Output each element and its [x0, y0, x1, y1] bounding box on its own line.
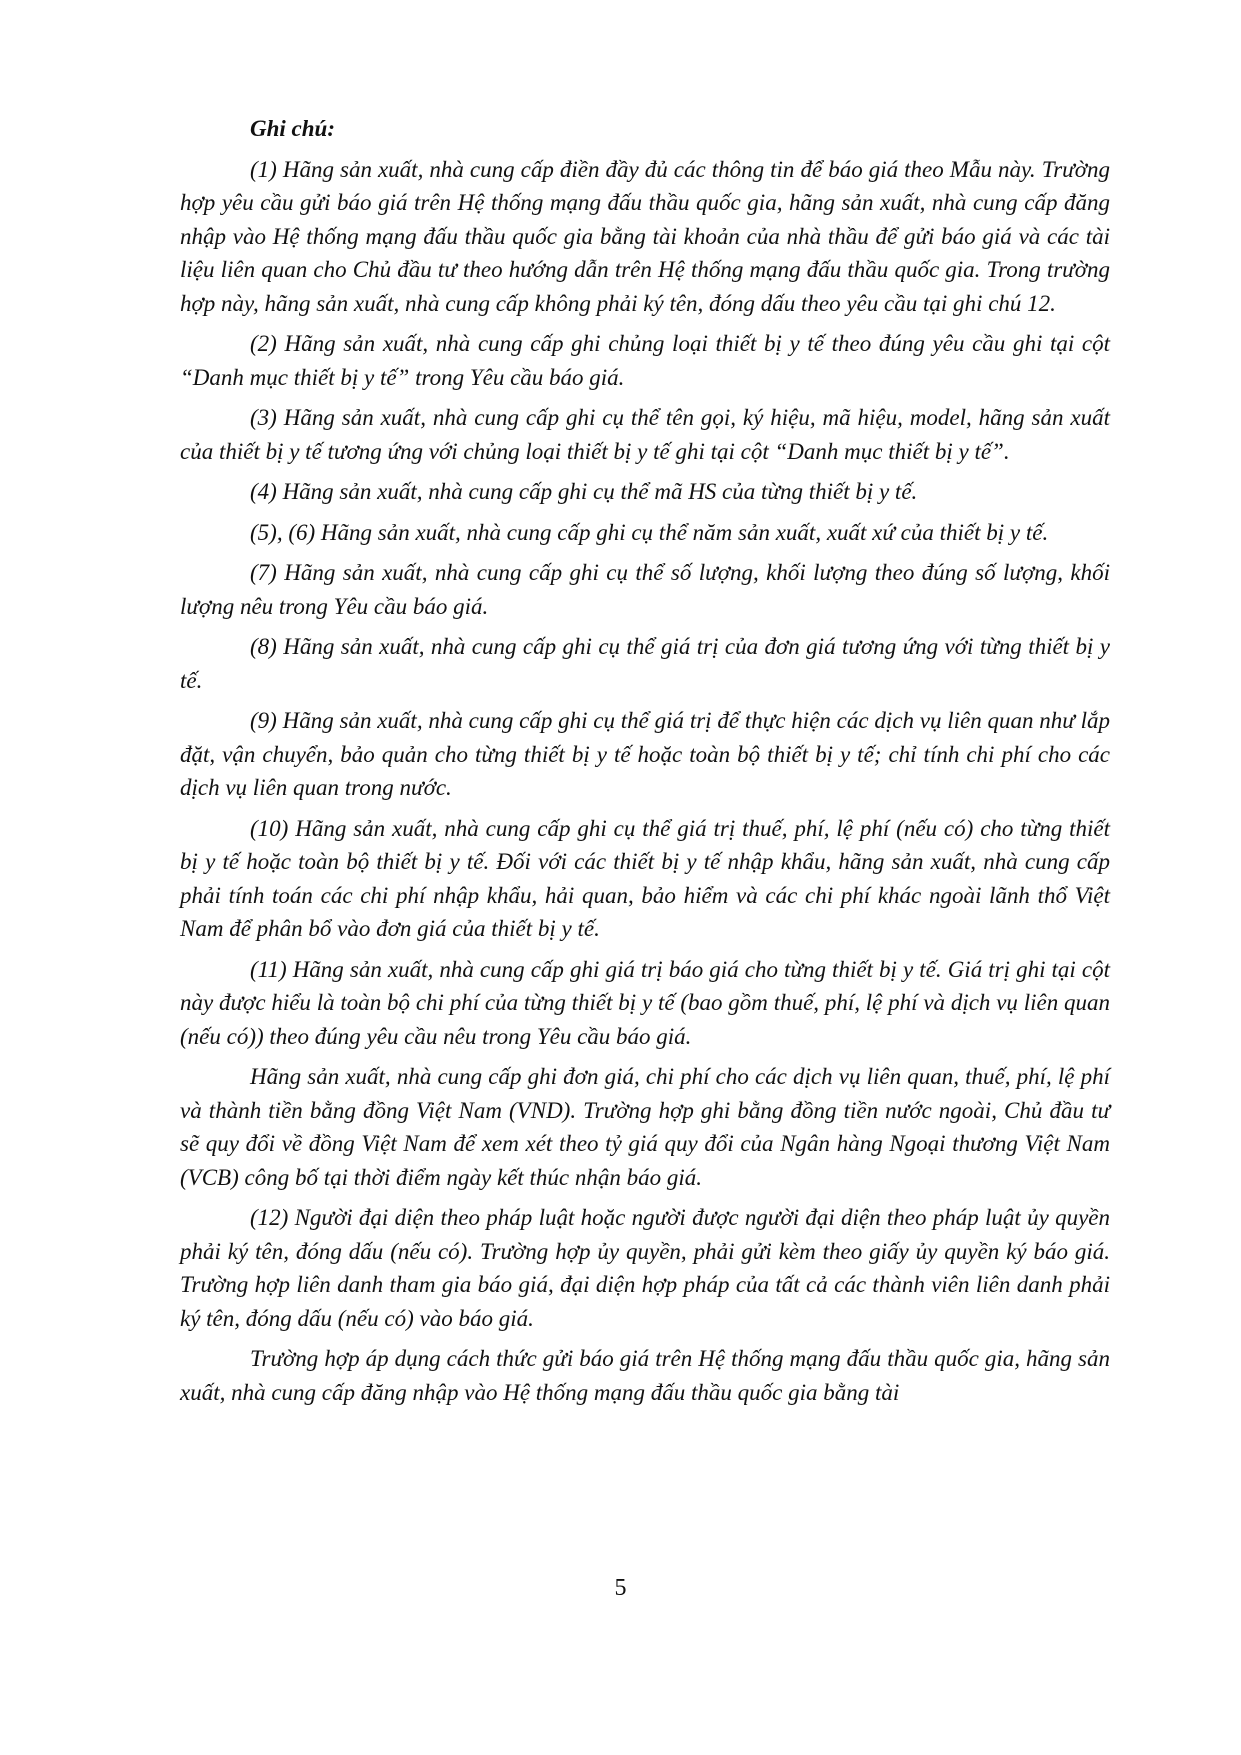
notes-heading: Ghi chú:: [250, 116, 335, 141]
note-paragraph-12: (12) Người đại diện theo pháp luật hoặc người được người đại diện theo pháp luật ủy quyền phải ký tên, đóng dấu (nếu có). Trường hợp ủy quyền, phải gửi kèm theo giấy ủy quyền ký báo giá. Trường hợp liên danh tham gia báo giá, đại diện hợp pháp của tất cả các thành viên liên danh phải ký tên, đóng dấu (nếu có) vào báo giá.: [180, 1205, 1110, 1331]
document-page: [180, 112, 1110, 1416]
currency-paragraph: Hãng sản xuất, nhà cung cấp ghi đơn giá, chi phí cho các dịch vụ liên quan, thuế, phí, lệ phí và thành tiền bằng đồng Việt Nam (VND). Trường hợp ghi bằng đồng tiền nước ngoài, Chủ đầu tư sẽ quy đổi về đồng Việt Nam để xem xét theo tỷ giá quy đổi của Ngân hàng Ngoại thương Việt Nam (VCB) công bố tại thời điểm ngày kết thúc nhận báo giá.: [180, 1064, 1110, 1190]
note-paragraph-1: (1) Hãng sản xuất, nhà cung cấp điền đầy đủ các thông tin để báo giá theo Mẫu này. Trường hợp yêu cầu gửi báo giá trên Hệ thống mạng đấu thầu quốc gia, hãng sản xuất, nhà cung cấp đăng nhập vào Hệ thống mạng đấu thầu quốc gia bằng tài khoản của nhà thầu để gửi báo giá và các tài liệu liên quan cho Chủ đầu tư theo hướng dẫn trên Hệ thống mạng đấu thầu quốc gia. Trong trường hợp này, hãng sản xuất, nhà cung cấp không phải ký tên, đóng dấu theo yêu cầu tại ghi chú 12.: [180, 156, 1110, 316]
note-paragraph-3: (3) Hãng sản xuất, nhà cung cấp ghi cụ thể tên gọi, ký hiệu, mã hiệu, model, hãng sản xuất của thiết bị y tế tương ứng với chủng loại thiết bị y tế ghi tại cột “Danh mục thiết bị y tế”.: [180, 405, 1110, 464]
note-paragraph-11: (11) Hãng sản xuất, nhà cung cấp ghi giá trị báo giá cho từng thiết bị y tế. Giá trị ghi tại cột này được hiểu là toàn bộ chi phí của từng thiết bị y tế (bao gồm thuế, phí, lệ phí và dịch vụ liên quan (nếu có)) theo đúng yêu cầu nêu trong Yêu cầu báo giá.: [180, 956, 1110, 1049]
note-paragraph-5-6: (5), (6) Hãng sản xuất, nhà cung cấp ghi cụ thể năm sản xuất, xuất xứ của thiết bị y tế.: [250, 519, 1049, 545]
page-number: 5: [614, 1575, 627, 1601]
note-paragraph-8: (8) Hãng sản xuất, nhà cung cấp ghi cụ thể giá trị của đơn giá tương ứng với từng thiết bị y tế.: [180, 634, 1110, 693]
note-paragraph-7: (7) Hãng sản xuất, nhà cung cấp ghi cụ thể số lượng, khối lượng theo đúng số lượng, khối lượng nêu trong Yêu cầu báo giá.: [180, 560, 1110, 619]
note-paragraph-9: (9) Hãng sản xuất, nhà cung cấp ghi cụ thể giá trị để thực hiện các dịch vụ liên quan như lắp đặt, vận chuyển, bảo quản cho từng thiết bị y tế hoặc toàn bộ thiết bị y tế; chỉ tính chi phí cho các dịch vụ liên quan trong nước.: [180, 708, 1110, 800]
note-paragraph-2: (2) Hãng sản xuất, nhà cung cấp ghi chủng loại thiết bị y tế theo đúng yêu cầu ghi tại cột “Danh mục thiết bị y tế” trong Yêu cầu báo giá.: [180, 331, 1110, 390]
online-submission-paragraph: Trường hợp áp dụng cách thức gửi báo giá trên Hệ thống mạng đấu thầu quốc gia, hãng sản xuất, nhà cung cấp đăng nhập vào Hệ thống mạng đấu thầu quốc gia bằng tài: [180, 1346, 1110, 1405]
note-paragraph-4: (4) Hãng sản xuất, nhà cung cấp ghi cụ thể mã HS của từng thiết bị y tế.: [250, 479, 918, 504]
note-paragraph-10: (10) Hãng sản xuất, nhà cung cấp ghi cụ thể giá trị thuế, phí, lệ phí (nếu có) cho từng thiết bị y tế hoặc toàn bộ thiết bị y tế. Đối với các thiết bị y tế nhập khẩu, hãng sản xuất, nhà cung cấp phải tính toán các chi phí nhập khẩu, hải quan, bảo hiểm và các chi phí khác ngoài lãnh thổ Việt Nam để phân bổ vào đơn giá của thiết bị y tế.: [180, 815, 1110, 941]
